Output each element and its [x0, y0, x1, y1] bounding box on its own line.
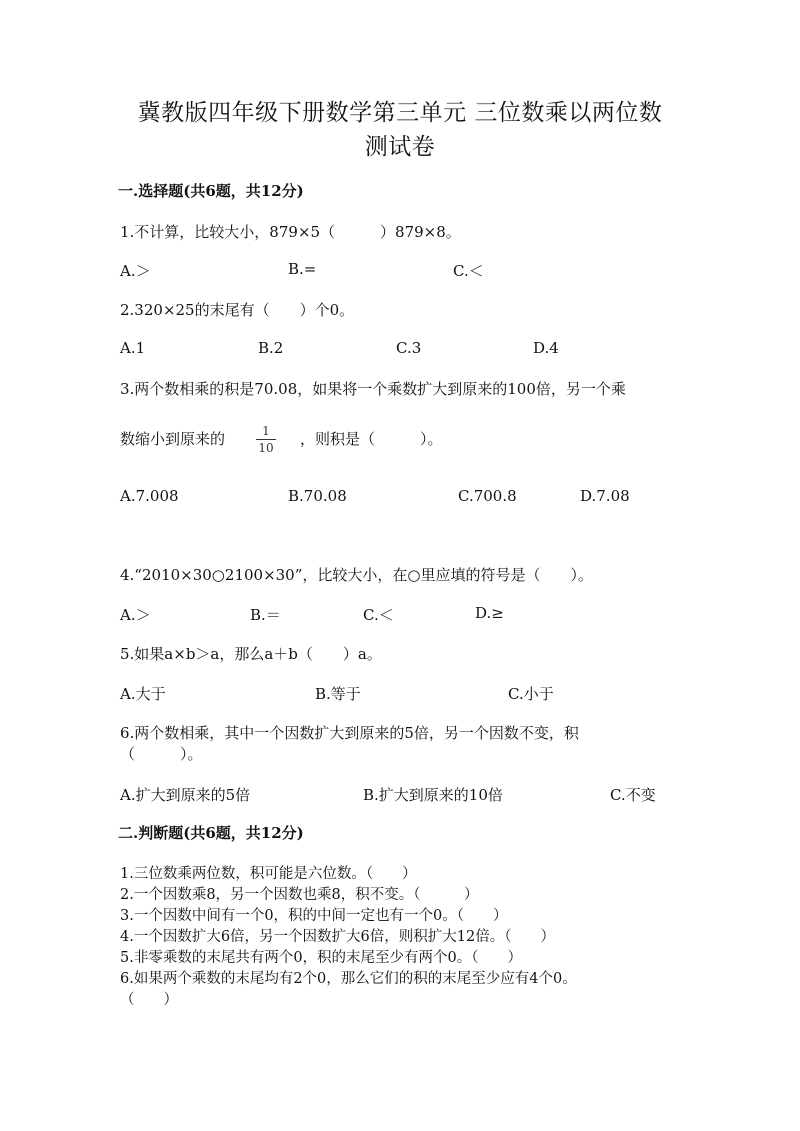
- judge-item-4: 4.一个因数扩大6倍，另一个因数扩大6倍，则积扩大12倍。（ ）: [120, 929, 555, 945]
- judge-item-1: 1.三位数乘两位数，积可能是六位数。（ ）: [120, 866, 417, 882]
- judge-item-2: 2.一个因数乘8，另一个因数也乘8，积不变。（ ）: [120, 887, 479, 903]
- q5-option-b: B.等于: [315, 685, 361, 703]
- q1-option-c: C.＜: [453, 262, 484, 280]
- question-3-cont-after: ，则积是（ ）。: [300, 430, 443, 448]
- q3-option-c: C.700.8: [458, 487, 517, 505]
- title-line-1: 冀教版四年级下册数学第三单元 三位数乘以两位数: [137, 100, 663, 126]
- question-5: 5.如果a×b＞a，那么a＋b（ ）a。: [120, 645, 382, 663]
- fraction-numerator: 1: [262, 424, 270, 438]
- q5-option-a: A.大于: [120, 685, 166, 703]
- q2-option-a: A.1: [120, 339, 146, 357]
- q2-option-c: C.3: [396, 339, 422, 357]
- q6-option-c: C.不变: [610, 786, 656, 804]
- q6-option-a: A.扩大到原来的5倍: [120, 786, 251, 804]
- question-3: 3.两个数相乘的积是70.08，如果将一个乘数扩大到原来的100倍，另一个乘: [120, 380, 626, 398]
- judge-item-6: 6.如果两个乘数的末尾均有2个0，那么它们的积的末尾至少应有4个0。: [120, 971, 577, 987]
- fraction-denominator: 10: [258, 441, 274, 455]
- q4-option-d: D.≥: [475, 604, 504, 622]
- question-2: 2.320×25的末尾有（ ）个0。: [120, 301, 355, 319]
- section2-heading: 二.判断题(共6题，共12分): [118, 824, 304, 842]
- judge-item-6-cont: （ ）: [120, 992, 178, 1008]
- q6-option-b: B.扩大到原来的10倍: [363, 786, 503, 804]
- question-6-cont: （ ）。: [120, 745, 203, 763]
- q4-option-c: C.＜: [363, 606, 394, 624]
- question-3-cont-before: 数缩小到原来的: [120, 430, 226, 448]
- q3-option-d: D.7.08: [580, 487, 630, 505]
- fraction-bar: [256, 439, 276, 440]
- q4-option-a: A.＞: [120, 606, 151, 624]
- judge-item-5: 5.非零乘数的末尾共有两个0，积的末尾至少有两个0。（ ）: [120, 950, 523, 966]
- q2-option-d: D.4: [533, 339, 559, 357]
- fraction-one-tenth: [256, 424, 276, 455]
- title-line-2: 测试卷: [364, 134, 436, 160]
- question-6: 6.两个数相乘，其中一个因数扩大到原来的5倍，另一个因数不变，积: [120, 724, 579, 742]
- q1-option-a: A.＞: [120, 262, 151, 280]
- judge-item-3: 3.一个因数中间有一个0，积的中间一定也有一个0。（ ）: [120, 908, 508, 924]
- q2-option-b: B.2: [258, 339, 284, 357]
- q1-option-b: B.=: [288, 260, 317, 278]
- question-4: 4.“2010×30○2100×30”，比较大小，在○里应填的符号是（ ）。: [120, 566, 593, 584]
- q4-option-b: B.＝: [250, 606, 281, 624]
- section1-heading: 一.选择题(共6题，共12分): [118, 182, 304, 200]
- q3-option-a: A.7.008: [120, 487, 179, 505]
- question-1: 1.不计算，比较大小，879×5（ ）879×8。: [120, 223, 461, 241]
- q5-option-c: C.小于: [508, 685, 554, 703]
- q3-option-b: B.70.08: [288, 487, 347, 505]
